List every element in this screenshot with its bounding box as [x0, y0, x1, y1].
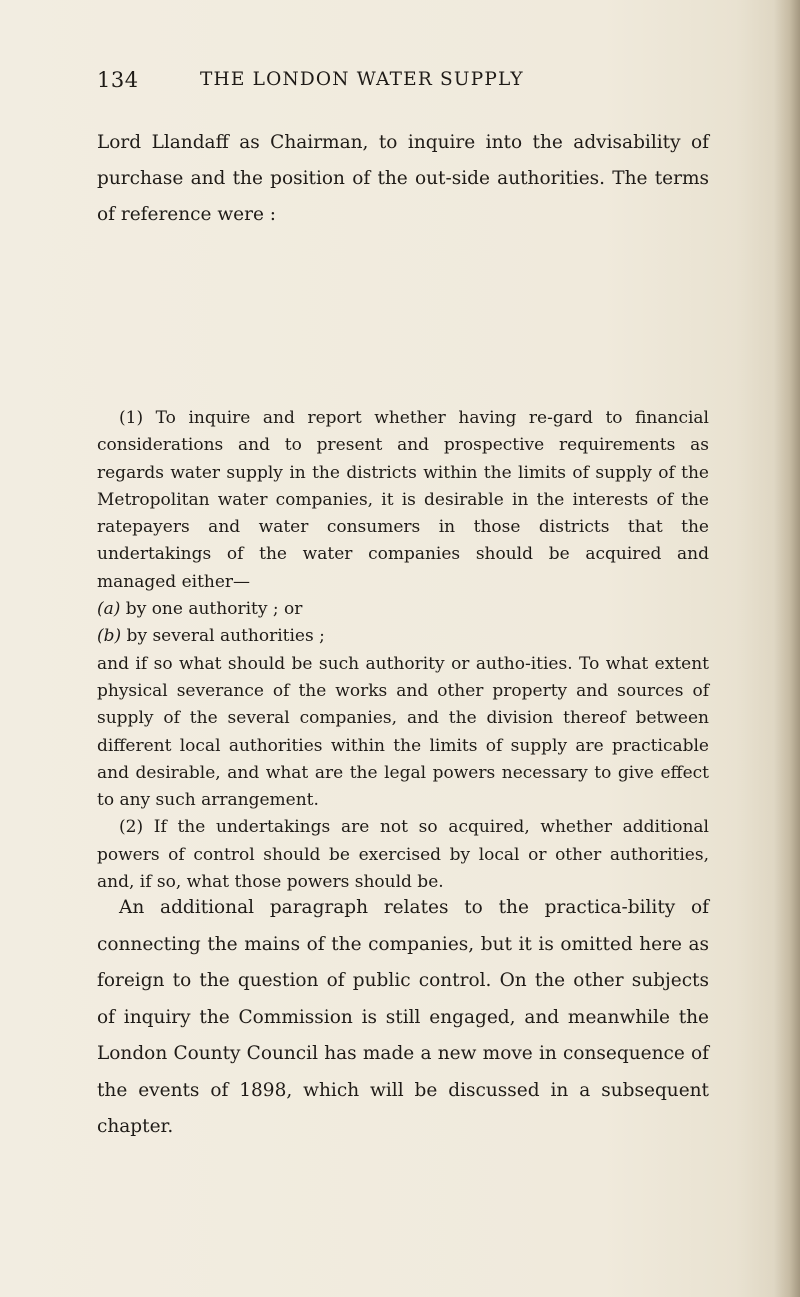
term-item-1a-label: (a)	[97, 599, 121, 620]
running-title: THE LONDON WATER SUPPLY	[200, 69, 524, 90]
page-edge-shadow	[774, 0, 800, 1297]
closing-paragraph-text: An additional paragraph relates to the practica-bility of connecting the mains of the companies, but it is omitted here as foreign to the question of public control. On the other subjects of inquiry the Commission is still engaged, and meanwhile the London County Council has made a new move in consequence of the events of 1898, which will be discussed in a subsequent chapter.	[97, 897, 709, 1137]
term-item-1a-text: by one authority ; or	[120, 599, 303, 620]
term-item-1: (1) To inquire and report whether having re-gard to financial considerations and to present and prospective requirements as regards water supply in the districts within the limits of supply of the Metropolitan water companies, it is desirable in the interests of the ratepayers and water consumers in those districts that the undertakings of the water companies should be acquired and managed either—	[97, 408, 709, 592]
term-item-1b-label: (b)	[97, 626, 122, 647]
term-item-1a	[97, 596, 709, 623]
terms-of-reference	[97, 405, 709, 896]
term-item-1b-text: by several authorities ;	[121, 626, 325, 647]
term-item-2: (2) If the undertakings are not so acquired, whether additional powers of control should be exercised by local or other authorities, and, if so, what those powers should be.	[97, 817, 709, 893]
page-number: 134	[97, 68, 139, 92]
opening-paragraph-text: Lord Llandaff as Chairman, to inquire into the advisability of purchase and the position of the out-side authorities. The terms of reference were :	[97, 132, 709, 225]
opening-paragraph	[97, 125, 709, 233]
closing-paragraph	[97, 890, 709, 1146]
term-item-1-continuation: and if so what should be such authority or autho-ities. To what extent physical severance of the works and other property and sources of supply of the several companies, and the division thereof between different local authorities within the limits of supply are practicable and desirable, and what are the legal powers necessary to give effect to any such arrangement.	[97, 653, 709, 811]
running-head	[97, 66, 737, 94]
term-item-1b	[97, 623, 709, 650]
